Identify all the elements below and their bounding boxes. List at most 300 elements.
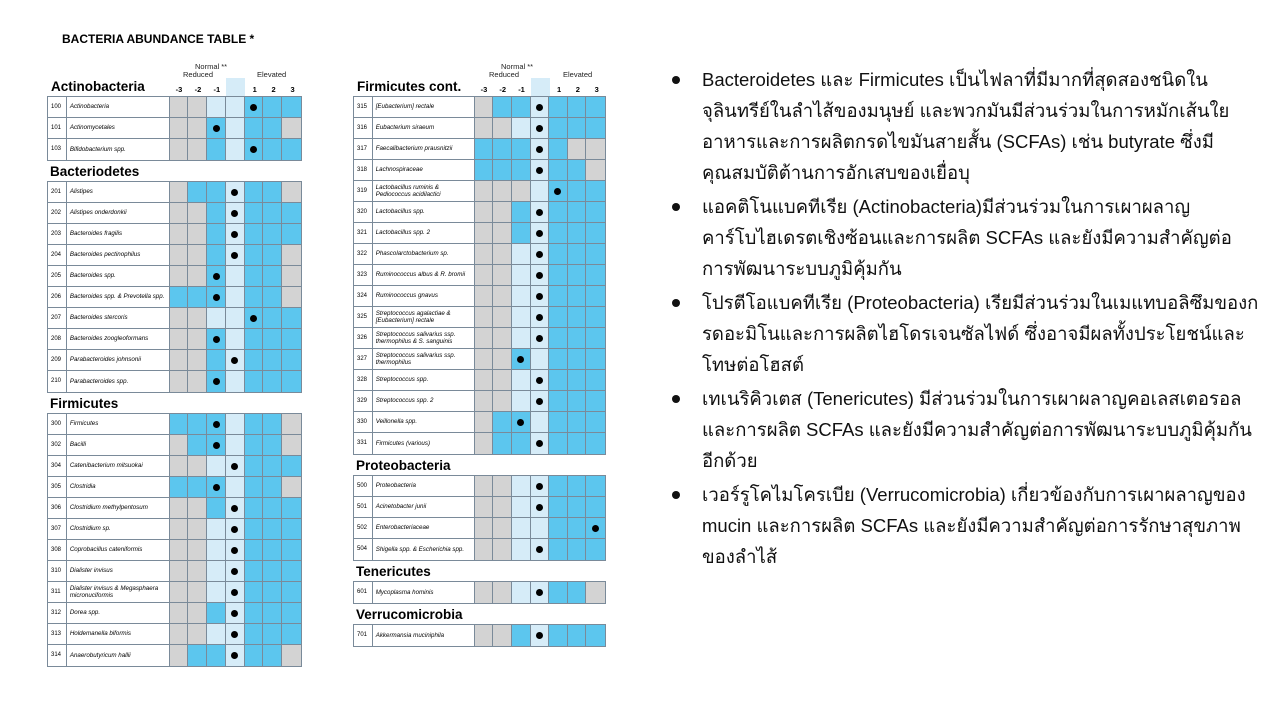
abundance-cell	[245, 498, 264, 518]
abundance-cell	[531, 625, 550, 646]
abundance-cell	[188, 245, 207, 265]
abundance-cell	[568, 307, 587, 327]
abundance-cell	[531, 476, 550, 496]
row-code: 204	[48, 245, 67, 265]
abundance-cell	[188, 287, 207, 307]
abundance-cell	[188, 582, 207, 602]
abundance-cell	[245, 435, 264, 455]
abundance-cell	[245, 182, 264, 202]
abundance-dot	[213, 421, 220, 428]
abundance-cell	[493, 433, 512, 454]
row-name: Streptococcus spp.	[373, 370, 475, 390]
abundance-cell	[207, 624, 226, 644]
abundance-cell	[549, 223, 568, 243]
row-name: Bacteroides spp.	[67, 266, 170, 286]
abundance-cell	[170, 519, 189, 539]
row-name: Parabacteroides spp.	[67, 371, 170, 392]
abundance-cell	[531, 370, 550, 390]
section-table	[353, 624, 606, 647]
row-name: Veillonella spp.	[373, 412, 475, 432]
row-code: 306	[48, 498, 67, 518]
abundance-cell	[475, 391, 494, 411]
row-code: 326	[354, 328, 373, 348]
abundance-cell	[512, 391, 531, 411]
abundance-cell	[282, 603, 301, 623]
abundance-cell	[207, 498, 226, 518]
table-row	[48, 519, 301, 540]
abundance-cell	[170, 582, 189, 602]
row-code: 320	[354, 202, 373, 222]
abundance-dot	[536, 440, 543, 447]
table-row	[48, 624, 301, 645]
row-name: Streptococcus spp. 2	[373, 391, 475, 411]
abundance-dot	[213, 378, 220, 385]
abundance-cell	[586, 412, 605, 432]
abundance-cell	[531, 328, 550, 348]
abundance-cell	[568, 370, 587, 390]
abundance-cell	[263, 266, 282, 286]
table-row	[354, 307, 605, 328]
abundance-cell	[263, 287, 282, 307]
abundance-cell	[226, 350, 245, 370]
abundance-cell	[586, 582, 605, 603]
abundance-cell	[531, 181, 550, 201]
abundance-dot	[231, 568, 238, 575]
abundance-cell	[549, 202, 568, 222]
row-name: Parabacteroides johnsonii	[67, 350, 170, 370]
abundance-dot	[231, 189, 238, 196]
abundance-cell	[549, 139, 568, 159]
row-name: Faecalibacterium prausnitzii	[373, 139, 475, 159]
section-table	[353, 581, 606, 604]
table-row	[48, 477, 301, 498]
abundance-cell	[245, 456, 264, 476]
abundance-cell	[568, 139, 587, 159]
abundance-dot	[231, 252, 238, 259]
row-code: 327	[354, 349, 373, 369]
abundance-cell	[170, 224, 189, 244]
abundance-cell	[188, 498, 207, 518]
row-name: Dialister invisus	[67, 561, 170, 581]
row-name: Coprobacillus cateniformis	[67, 540, 170, 560]
row-name: Dialister invisus & Megasphaera micronuciformis	[67, 582, 170, 602]
abundance-dot	[213, 442, 220, 449]
row-name: [Eubacterium] rectale	[373, 97, 475, 117]
abundance-cell	[282, 414, 301, 434]
abundance-cell	[512, 181, 531, 201]
table-row	[48, 308, 301, 329]
abundance-cell	[226, 414, 245, 434]
abundance-cell	[282, 245, 301, 265]
section-table	[47, 96, 302, 161]
abundance-cell	[549, 518, 568, 538]
abundance-cell	[207, 603, 226, 623]
abundance-cell	[170, 329, 189, 349]
abundance-cell	[226, 603, 245, 623]
level-header: 2	[271, 85, 276, 94]
table-row	[48, 182, 301, 203]
row-code: 321	[354, 223, 373, 243]
abundance-cell	[549, 412, 568, 432]
bullet-text: เทเนริคิวเตส (Tenericutes) มีส่วนร่วมในการเผาผลาญคอเลสเตอรอลและการผลิต SCFAs และยังมีความสำคัญต่อการพัฒนาระบบภูมิคุ้มกันอีกด้วย	[702, 388, 1252, 471]
bullet-item	[672, 479, 1262, 572]
abundance-cell	[207, 561, 226, 581]
abundance-cell	[549, 497, 568, 517]
level-header: 1	[557, 85, 562, 94]
abundance-cell	[493, 370, 512, 390]
table-row	[48, 645, 301, 666]
abundance-cell	[263, 329, 282, 349]
abundance-cell	[245, 350, 264, 370]
abundance-cell	[282, 540, 301, 560]
row-code: 323	[354, 265, 373, 285]
row-name: Lactobacillus ruminis & Pediococcus acidilactici	[373, 181, 475, 201]
abundance-cell	[170, 182, 189, 202]
abundance-cell	[512, 328, 531, 348]
abundance-cell	[568, 181, 587, 201]
table-column-1	[47, 62, 302, 667]
row-code: 330	[354, 412, 373, 432]
abundance-cell	[586, 539, 605, 560]
abundance-dot	[231, 505, 238, 512]
abundance-cell	[549, 286, 568, 306]
row-code: 302	[48, 435, 67, 455]
abundance-dot	[213, 294, 220, 301]
abundance-cell	[568, 118, 587, 138]
abundance-dot	[536, 251, 543, 258]
abundance-cell	[586, 433, 605, 454]
abundance-cell	[586, 391, 605, 411]
abundance-cell	[188, 371, 207, 392]
abundance-cell	[475, 223, 494, 243]
abundance-cell	[188, 266, 207, 286]
abundance-cell	[475, 370, 494, 390]
abundance-dot	[536, 125, 543, 132]
abundance-cell	[226, 266, 245, 286]
row-code: 601	[354, 582, 373, 603]
row-name: Eubacterium siraeum	[373, 118, 475, 138]
abundance-cell	[245, 582, 264, 602]
row-code: 314	[48, 645, 67, 666]
abundance-cell	[207, 139, 226, 160]
abundance-cell	[188, 350, 207, 370]
row-code: 317	[354, 139, 373, 159]
section-title: Actinobacteria	[51, 79, 145, 94]
abundance-cell	[549, 370, 568, 390]
abundance-cell	[512, 370, 531, 390]
abundance-cell	[263, 435, 282, 455]
bullet-dot-icon	[672, 76, 680, 84]
abundance-cell	[245, 224, 264, 244]
abundance-dot	[536, 483, 543, 490]
abundance-cell	[586, 181, 605, 201]
abundance-cell	[207, 97, 226, 117]
abundance-cell	[245, 414, 264, 434]
abundance-cell	[531, 97, 550, 117]
abundance-cell	[568, 244, 587, 264]
abundance-dot	[231, 547, 238, 554]
abundance-cell	[568, 476, 587, 496]
abundance-cell	[475, 625, 494, 646]
abundance-cell	[188, 203, 207, 223]
row-code: 318	[354, 160, 373, 180]
bullet-item	[672, 287, 1262, 380]
abundance-cell	[512, 412, 531, 432]
row-code: 316	[354, 118, 373, 138]
abundance-cell	[531, 307, 550, 327]
abundance-dot	[517, 356, 524, 363]
row-code: 100	[48, 97, 67, 117]
abundance-cell	[170, 603, 189, 623]
abundance-cell	[245, 645, 264, 666]
abundance-cell	[188, 540, 207, 560]
abundance-cell	[475, 349, 494, 369]
row-name: Bacilli	[67, 435, 170, 455]
row-code: 501	[354, 497, 373, 517]
abundance-cell	[586, 202, 605, 222]
row-name: Mycoplasma hominis	[373, 582, 475, 603]
abundance-dot	[554, 188, 561, 195]
row-code: 304	[48, 456, 67, 476]
table-row	[354, 223, 605, 244]
abundance-cell	[188, 182, 207, 202]
abundance-dot	[536, 209, 543, 216]
abundance-cell	[226, 582, 245, 602]
section-title: Tenericutes	[356, 564, 431, 579]
table-row	[48, 561, 301, 582]
abundance-cell	[245, 118, 264, 138]
abundance-cell	[170, 266, 189, 286]
abundance-cell	[586, 497, 605, 517]
abundance-cell	[282, 182, 301, 202]
abundance-cell	[493, 286, 512, 306]
abundance-cell	[282, 435, 301, 455]
abundance-cell	[512, 244, 531, 264]
row-code: 203	[48, 224, 67, 244]
level-header: 3	[594, 85, 599, 94]
abundance-dot	[517, 419, 524, 426]
abundance-cell	[263, 582, 282, 602]
abundance-cell	[549, 582, 568, 603]
abundance-cell	[493, 391, 512, 411]
abundance-cell	[493, 582, 512, 603]
abundance-cell	[512, 139, 531, 159]
abundance-cell	[226, 561, 245, 581]
abundance-cell	[207, 118, 226, 138]
row-code: 319	[354, 181, 373, 201]
row-name: Acinetobacter junii	[373, 497, 475, 517]
abundance-cell	[531, 244, 550, 264]
abundance-cell	[188, 308, 207, 328]
abundance-cell	[586, 328, 605, 348]
abundance-cell	[226, 371, 245, 392]
level-header: -1	[213, 85, 221, 94]
bullet-item	[672, 383, 1262, 476]
abundance-cell	[549, 349, 568, 369]
abundance-cell	[586, 518, 605, 538]
table-row	[354, 539, 605, 560]
abundance-cell	[263, 414, 282, 434]
abundance-dot	[536, 104, 543, 111]
abundance-cell	[475, 118, 494, 138]
row-name: Anaerobutyricum hallii	[67, 645, 170, 666]
abundance-cell	[263, 139, 282, 160]
abundance-dot	[536, 293, 543, 300]
abundance-cell	[207, 435, 226, 455]
section-table	[47, 413, 302, 667]
abundance-cell	[188, 477, 207, 497]
abundance-cell	[568, 286, 587, 306]
abundance-cell	[170, 371, 189, 392]
table-row	[354, 118, 605, 139]
row-name: Streptococcus salivarius ssp. thermophilus & S. sanguinis	[373, 328, 475, 348]
abundance-cell	[207, 245, 226, 265]
abundance-cell	[207, 645, 226, 666]
abundance-cell	[245, 329, 264, 349]
row-code: 310	[48, 561, 67, 581]
row-name: Firmicutes (various)	[373, 433, 475, 454]
abundance-cell	[549, 118, 568, 138]
abundance-cell	[531, 202, 550, 222]
row-name: Enterobacteriaceae	[373, 518, 475, 538]
abundance-cell	[531, 518, 550, 538]
scale-elevated-label: Elevated	[563, 70, 593, 79]
abundance-cell	[586, 118, 605, 138]
table-row	[354, 625, 605, 646]
abundance-cell	[568, 349, 587, 369]
scale-reduced-label: Reduced	[183, 70, 214, 79]
abundance-dot	[536, 398, 543, 405]
abundance-cell	[475, 518, 494, 538]
abundance-cell	[188, 224, 207, 244]
abundance-cell	[170, 477, 189, 497]
abundance-cell	[226, 182, 245, 202]
abundance-cell	[282, 519, 301, 539]
abundance-cell	[568, 497, 587, 517]
bullet-text: เวอร์รูโคไมโครเบีย (Verrucomicrobia) เกี่ยวข้องกับการเผาผลาญของ mucin และการผลิต SCFAs และยังมีความสำคัญต่อการรักษาสุขภาพของลำไส้	[702, 484, 1246, 567]
row-code: 313	[48, 624, 67, 644]
abundance-cell	[282, 561, 301, 581]
row-code: 500	[354, 476, 373, 496]
abundance-cell	[568, 412, 587, 432]
abundance-cell	[226, 435, 245, 455]
abundance-cell	[531, 139, 550, 159]
abundance-cell	[512, 497, 531, 517]
abundance-cell	[512, 97, 531, 117]
abundance-dot	[231, 631, 238, 638]
bullet-text: Bacteroidetes และ Firmicutes เป็นไฟลาที่มีมากที่สุดสองชนิดในจุลินทรีย์ในลำไส้ของมนุษย์ และพวกมันมีส่วนร่วมในการหมักเส้นใยอาหารและการผลิตกรดไขมันสายสั้น (SCFAs) เช่น butyrate ซึ่งมีคุณสมบัติต้านการอักเสบของเยื่อบุ	[702, 69, 1230, 183]
abundance-dot	[231, 210, 238, 217]
abundance-cell	[475, 433, 494, 454]
abundance-dot	[536, 272, 543, 279]
row-name: Streptococcus salivarius ssp. thermophilus	[373, 349, 475, 369]
abundance-cell	[568, 265, 587, 285]
abundance-cell	[493, 349, 512, 369]
abundance-cell	[531, 286, 550, 306]
abundance-dot	[231, 463, 238, 470]
abundance-cell	[263, 498, 282, 518]
abundance-cell	[549, 328, 568, 348]
abundance-cell	[245, 203, 264, 223]
normal-column-header	[531, 78, 550, 96]
abundance-cell	[170, 561, 189, 581]
abundance-cell	[226, 477, 245, 497]
abundance-cell	[207, 540, 226, 560]
abundance-cell	[475, 307, 494, 327]
abundance-cell	[282, 118, 301, 138]
abundance-cell	[512, 625, 531, 646]
table-row	[354, 412, 605, 433]
abundance-cell	[568, 97, 587, 117]
abundance-dot	[250, 146, 257, 153]
abundance-cell	[568, 518, 587, 538]
abundance-cell	[549, 433, 568, 454]
bullet-text: แอคติโนแบคทีเรีย (Actinobacteria)มีส่วนร่วมในการเผาผลาญคาร์โบไฮเดรตเชิงซ้อนและการผลิต SCFAs และยังมีความสำคัญต่อการพัฒนาระบบภูมิคุ้มกัน	[702, 196, 1232, 279]
abundance-cell	[170, 287, 189, 307]
level-header: 2	[575, 85, 580, 94]
abundance-cell	[282, 477, 301, 497]
row-name: Phascolarctobacterium sp.	[373, 244, 475, 264]
abundance-cell	[207, 477, 226, 497]
row-name: Shigella spp. & Escherichia spp.	[373, 539, 475, 560]
abundance-cell	[586, 265, 605, 285]
bullet-dot-icon	[672, 395, 680, 403]
abundance-cell	[207, 224, 226, 244]
section-title: Bacteriodetes	[50, 164, 140, 179]
abundance-cell	[493, 97, 512, 117]
abundance-cell	[207, 350, 226, 370]
abundance-cell	[586, 97, 605, 117]
abundance-cell	[512, 476, 531, 496]
abundance-cell	[493, 307, 512, 327]
table-row	[354, 139, 605, 160]
abundance-dot	[536, 504, 543, 511]
abundance-cell	[282, 371, 301, 392]
abundance-cell	[549, 539, 568, 560]
level-header: 1	[252, 85, 257, 94]
abundance-cell	[475, 160, 494, 180]
level-header: -1	[518, 85, 525, 94]
section-title: Firmicutes	[50, 396, 119, 411]
abundance-dot	[231, 589, 238, 596]
abundance-cell	[245, 245, 264, 265]
abundance-cell	[282, 308, 301, 328]
abundance-cell	[263, 519, 282, 539]
abundance-cell	[475, 539, 494, 560]
abundance-cell	[245, 540, 264, 560]
table-row	[354, 497, 605, 518]
abundance-dot	[536, 546, 543, 553]
row-name: Alistipes	[67, 182, 170, 202]
abundance-cell	[245, 308, 264, 328]
page-title: BACTERIA ABUNDANCE TABLE *	[62, 32, 255, 46]
abundance-cell	[282, 329, 301, 349]
abundance-cell	[245, 519, 264, 539]
abundance-cell	[493, 518, 512, 538]
abundance-cell	[531, 265, 550, 285]
row-name: Clostridia	[67, 477, 170, 497]
abundance-cell	[263, 245, 282, 265]
abundance-cell	[226, 139, 245, 160]
table-row	[48, 118, 301, 139]
row-code: 324	[354, 286, 373, 306]
abundance-cell	[549, 307, 568, 327]
row-code: 504	[354, 539, 373, 560]
abundance-cell	[512, 160, 531, 180]
abundance-cell	[586, 244, 605, 264]
row-code: 331	[354, 433, 373, 454]
abundance-cell	[170, 308, 189, 328]
